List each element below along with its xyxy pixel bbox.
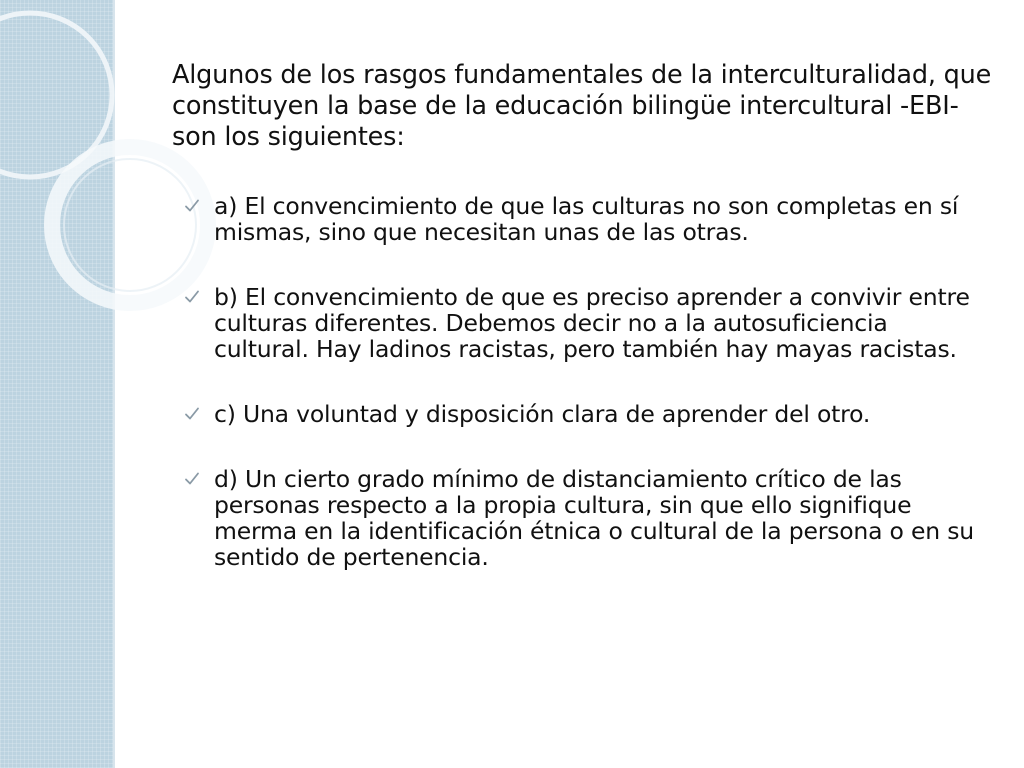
slide-content [172,60,1002,609]
intro-paragraph: Algunos de los rasgos fundamentales de la interculturalidad, que constituyen la base de la educación bilingüe intercultural -EBI- son los siguientes: [172,60,992,152]
bullet-text: c) Una voluntad y disposición clara de aprender del otro. [214,400,871,428]
bullet-text: b) El convencimiento de que es preciso aprender a convivir entre culturas diferentes. Debemos decir no a la autosuficiencia cultural. Hay ladinos racistas, pero también hay mayas racistas. [214,283,970,363]
bullet-text: d) Un cierto grado mínimo de distanciamiento crítico de las personas respecto a la propia cultura, sin que ello signifique merma en la identificación étnica o cultural de la persona o en su sentido de pertenencia. [214,465,974,571]
bullet-item-c [172,401,974,427]
checkmark-icon [184,289,200,305]
checkmark-icon [184,406,200,422]
bullet-text: a) El convencimiento de que las culturas no son completas en sí mismas, sino que necesitan unas de las otras. [214,192,959,246]
bullet-list [172,193,1002,570]
bullet-item-d [172,466,974,570]
bullet-item-a [172,193,974,245]
checkmark-icon [184,471,200,487]
bullet-item-b [172,284,974,362]
checkmark-icon [184,198,200,214]
